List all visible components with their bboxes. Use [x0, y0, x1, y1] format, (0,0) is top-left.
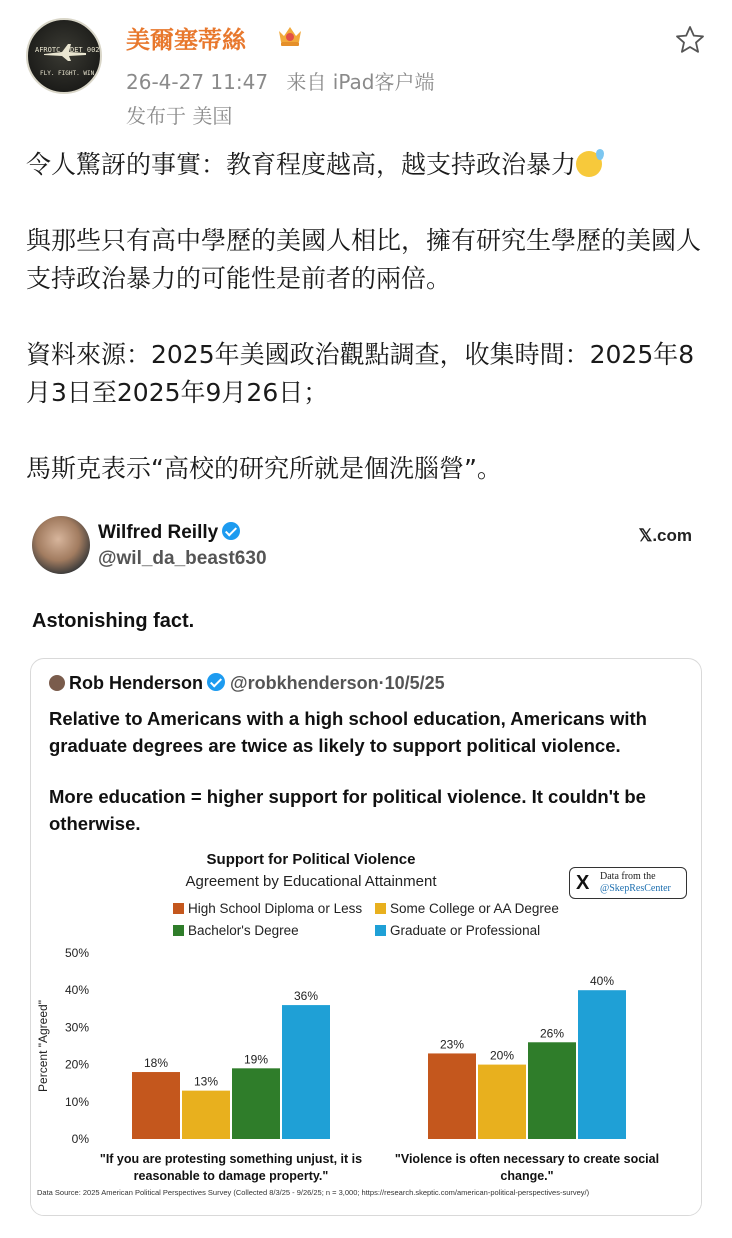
chart-bar	[132, 1072, 180, 1139]
post-paragraph: 與那些只有高中學歷的美國人相比，擁有研究生學歷的美國人支持政治暴力的可能性是前者的兩倍。	[26, 226, 702, 293]
y-tick-label: 50%	[64, 946, 89, 960]
source-badge-line1: Data from the	[600, 871, 656, 882]
chart-bar	[232, 1068, 280, 1139]
x-category-label: "Violence is often necessary to create social	[394, 1152, 660, 1166]
author-avatar[interactable]	[26, 18, 102, 94]
x-category-label: "If you are protesting something unjust, it is	[99, 1152, 363, 1166]
chart-plot	[31, 943, 702, 1187]
crown-badge-icon	[276, 22, 304, 48]
legend-item: High School Diploma or Less	[173, 901, 362, 916]
bar-value-label: 23%	[439, 1037, 465, 1052]
bar-value-label: 40%	[589, 974, 615, 989]
chart-bar	[478, 1065, 526, 1139]
quoted-author-name[interactable]: Rob Henderson	[69, 673, 204, 693]
legend-swatch	[173, 903, 184, 914]
post-location: 发布于 美国	[126, 104, 233, 128]
post-paragraph: 令人驚訝的事實：教育程度越高，越支持政治暴力	[26, 146, 708, 184]
bar-value-label: 26%	[539, 1026, 565, 1041]
bar-value-label: 18%	[143, 1056, 169, 1071]
x-domain-link[interactable]: 𝕏.com	[638, 526, 692, 545]
embedded-x-post[interactable]	[26, 510, 706, 1230]
post-paragraph: 資料來源：2025年美國政治觀點調查，收集時間：2025年8月3日至2025年9月26日；	[26, 340, 695, 407]
quoted-tweet-header	[49, 673, 445, 694]
chart-title: Support for Political Violence	[206, 851, 416, 868]
x-category-label: change."	[500, 1169, 554, 1183]
author-name[interactable]: 美爾塞蒂絲	[126, 26, 246, 54]
quoted-paragraph: More education = higher support for political violence. It couldn't be otherwise.	[49, 786, 646, 834]
chart-bar	[528, 1042, 576, 1139]
source-badge	[569, 867, 687, 899]
y-tick-label: 40%	[64, 983, 89, 998]
x-post-text: Astonishing fact.	[32, 610, 195, 632]
y-tick-label: 0%	[71, 1132, 89, 1146]
favorite-star-icon[interactable]	[674, 24, 706, 56]
post-header	[26, 18, 706, 130]
legend-swatch	[375, 903, 386, 914]
x-logo-icon: X	[576, 872, 590, 894]
legend-item: Graduate or Professional	[375, 923, 540, 938]
post-body	[26, 146, 708, 526]
x-category-label: reasonable to damage property."	[133, 1169, 329, 1183]
avatar-text-left: AFROTC	[35, 46, 61, 54]
avatar-text-right: DET 002	[70, 46, 100, 54]
post-timestamp: 26-4-27 11:47	[126, 70, 269, 94]
chart-bar	[428, 1053, 476, 1139]
chart-bar	[282, 1005, 330, 1139]
chart-bar	[578, 990, 626, 1139]
bar-value-label: 13%	[193, 1074, 219, 1089]
chart-bar	[182, 1091, 230, 1139]
avatar-motto: FLY. FIGHT. WIN.	[40, 70, 98, 77]
y-tick-label: 10%	[64, 1094, 89, 1109]
bar-value-label: 20%	[489, 1048, 515, 1063]
chart	[31, 843, 702, 1216]
chart-subtitle: Agreement by Educational Attainment	[185, 873, 437, 890]
source-badge-line2: @SkepResCenter	[600, 883, 671, 894]
legend-item: Bachelor's Degree	[173, 923, 299, 938]
quoted-tweet-body	[49, 705, 689, 837]
legend-item: Some College or AA Degree	[375, 901, 559, 916]
post-source: 来自 iPad客户端	[286, 70, 435, 94]
quoted-author-avatar[interactable]	[49, 675, 65, 691]
legend-swatch	[173, 925, 184, 936]
x-author-name[interactable]: Wilfred Reilly	[98, 522, 240, 544]
chart-data-source: Data Source: 2025 American Political Perspectives Survey (Collected 8/3/25 - 9/26/25; n = 3,000; https://research.skeptic.com/american-political-perspectives-survey/)	[37, 1188, 590, 1197]
verified-badge-icon	[207, 673, 225, 691]
x-author-avatar[interactable]	[32, 516, 90, 574]
sweat-emoji-icon	[576, 151, 602, 177]
quoted-tweet-card[interactable]	[30, 658, 702, 1216]
post-paragraph: 馬斯克表示“高校的研究所就是個洗腦營”。	[26, 454, 502, 483]
y-axis-label: Percent "Agreed"	[36, 1000, 50, 1092]
jet-icon	[42, 42, 88, 62]
bar-value-label: 19%	[243, 1052, 269, 1067]
legend-swatch	[375, 925, 386, 936]
verified-badge-icon	[222, 522, 240, 540]
y-tick-label: 30%	[64, 1020, 89, 1035]
quoted-paragraph: Relative to Americans with a high school education, Americans with graduate degrees are twice as likely to support political violence.	[49, 708, 647, 756]
y-tick-label: 20%	[64, 1057, 89, 1072]
bar-value-label: 36%	[293, 989, 319, 1004]
quoted-author-meta: @robkhenderson·10/5/25	[230, 673, 445, 693]
x-author-handle[interactable]: @wil_da_beast630	[98, 548, 267, 569]
post-meta	[126, 66, 434, 95]
